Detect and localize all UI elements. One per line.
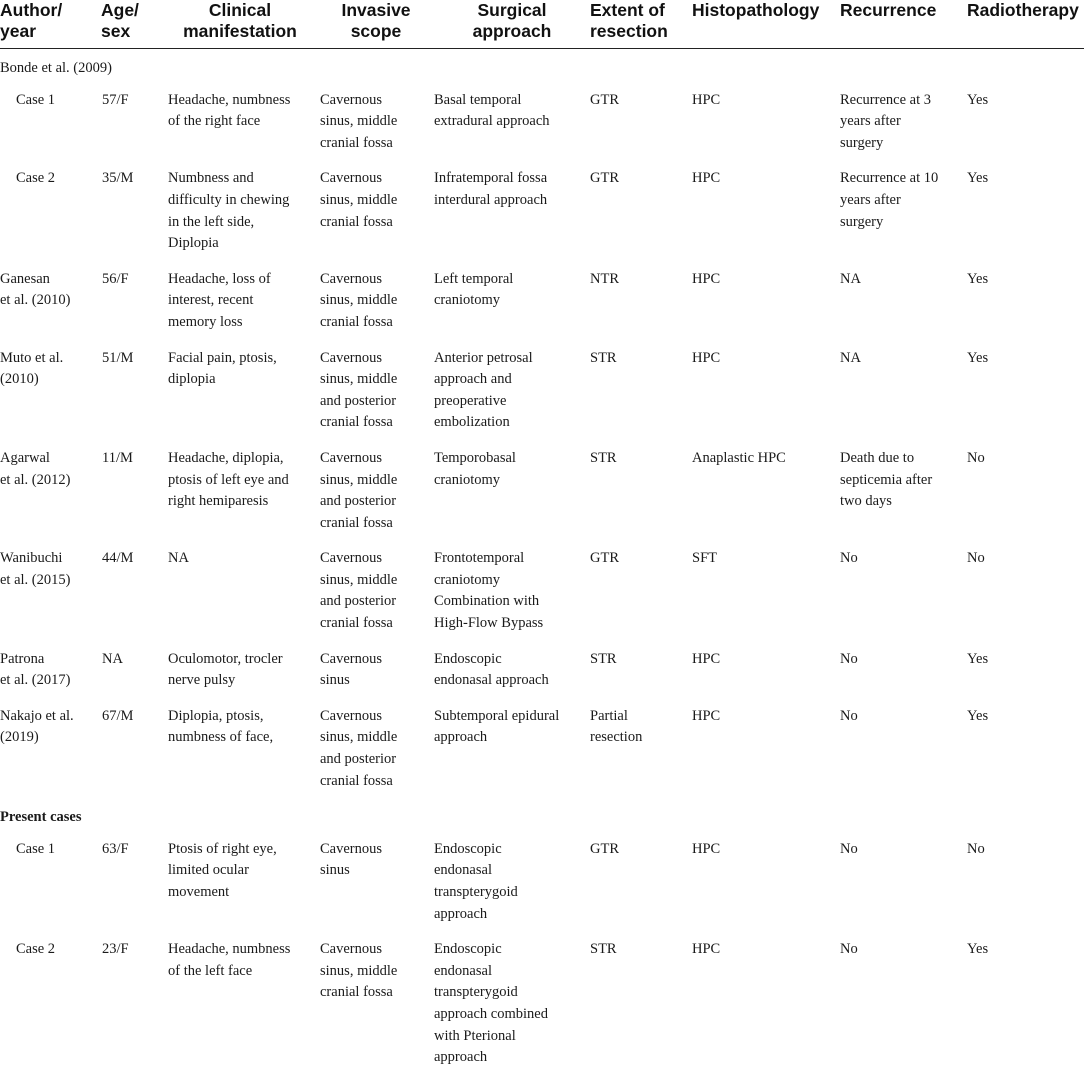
- cell-recurrence: [840, 160, 967, 260]
- cell-surgical: [434, 831, 590, 931]
- cell-line: embolization: [434, 414, 510, 431]
- cell-line: Basal temporal: [434, 91, 522, 108]
- cell-line: Cavernous: [320, 270, 383, 287]
- cell-line: nerve pulsy: [168, 672, 236, 689]
- cell-line: Endoscopic: [434, 650, 502, 667]
- cell-histo: HPC: [692, 270, 721, 287]
- cell-line: Patrona: [0, 650, 45, 667]
- cell-line: GTR: [590, 550, 619, 567]
- cell-line: Anterior petrosal: [434, 349, 533, 366]
- cell-line: cranial fossa: [320, 213, 393, 230]
- cell-line: surgery: [840, 213, 884, 230]
- cell-line: STR: [590, 941, 617, 958]
- cell-recurrence: [840, 82, 967, 161]
- table-row: [0, 641, 1084, 698]
- cell-line: Partial: [590, 707, 628, 724]
- cell-extent: [590, 641, 692, 698]
- cell-clinical: [162, 831, 318, 931]
- cell-age: 35/M: [102, 170, 134, 187]
- cell-line: Headache, loss of: [168, 270, 271, 287]
- cell-radio: No: [967, 550, 985, 567]
- cell-line: STR: [590, 449, 617, 466]
- cell-extent: [590, 340, 692, 440]
- cell-line: No: [840, 840, 858, 857]
- cell-line: Recurrence at 10: [840, 170, 939, 187]
- cell-line: Agarwal: [0, 449, 50, 466]
- cell-invasive: [318, 440, 434, 540]
- cell-surgical: [434, 261, 590, 340]
- cell-line: movement: [168, 884, 230, 900]
- header-clinical-line2: manifestation: [183, 21, 297, 41]
- cell-author: [0, 261, 101, 340]
- cell-line: approach: [434, 1049, 488, 1066]
- cell-clinical: [162, 540, 318, 640]
- cell-author: [0, 160, 101, 260]
- cell-line: et al. (2017): [0, 672, 71, 689]
- cell-line: and posterior: [320, 593, 397, 610]
- header-surgical-line1: Surgical: [477, 0, 547, 20]
- cell-radio: Yes: [967, 270, 989, 287]
- cell-line: ptosis of left eye and: [168, 471, 289, 488]
- cell-line: Wanibuchi: [0, 550, 63, 567]
- cell-line: Death due to: [840, 449, 915, 466]
- cell-line: sinus, middle: [320, 371, 398, 388]
- cell-line: right hemiparesis: [168, 493, 269, 510]
- cell-line: cranial fossa: [320, 514, 393, 531]
- cell-line: Cavernous: [320, 650, 383, 667]
- cell-line: endonasal: [434, 962, 492, 979]
- cell-clinical: [162, 698, 318, 798]
- cell-line: approach combined: [434, 1005, 548, 1022]
- cell-line: Temporobasal: [434, 449, 516, 466]
- cell-line: Oculomotor, trocler: [168, 650, 283, 667]
- cell-invasive: [318, 82, 434, 161]
- cell-line: No: [840, 941, 858, 958]
- cell-line: preoperative: [434, 392, 507, 409]
- cell-line: Ganesan: [0, 270, 50, 287]
- cell-line: and posterior: [320, 392, 397, 409]
- cell-line: interest, recent: [168, 292, 254, 309]
- cell-radio: Yes: [967, 91, 989, 108]
- cell-line: Cavernous: [320, 349, 383, 366]
- table-row: [0, 160, 1084, 260]
- cell-histo: HPC: [692, 941, 721, 958]
- cell-clinical: [162, 340, 318, 440]
- cell-line: No: [840, 707, 858, 724]
- cell-age: 67/M: [102, 707, 134, 724]
- cell-author: [0, 931, 101, 1075]
- cell-extent: [590, 931, 692, 1075]
- cell-line: approach and: [434, 371, 512, 388]
- cell-line: two days: [840, 493, 892, 510]
- cell-clinical: [162, 82, 318, 161]
- header-extent-of-resection: [590, 0, 692, 49]
- cell-surgical: [434, 931, 590, 1075]
- cell-line: NTR: [590, 270, 619, 287]
- cell-line: in the left side,: [168, 213, 255, 230]
- cell-line: endonasal approach: [434, 672, 549, 689]
- cell-line: memory loss: [168, 313, 243, 330]
- table-header: [0, 0, 1084, 49]
- cell-recurrence: [840, 440, 967, 540]
- cell-radio: Yes: [967, 707, 989, 724]
- cell-line: et al. (2012): [0, 471, 71, 488]
- table-row: [0, 698, 1084, 798]
- cell-histo: SFT: [692, 550, 717, 567]
- cell-line: Endoscopic: [434, 840, 502, 857]
- cell-line: Case 1: [16, 91, 56, 108]
- table-row: [0, 82, 1084, 161]
- cell-line: et al. (2010): [0, 292, 71, 309]
- cell-invasive: [318, 931, 434, 1075]
- cell-recurrence: [840, 698, 967, 798]
- cell-invasive: [318, 340, 434, 440]
- cell-line: Cavernous: [320, 449, 383, 466]
- header-surgical-line2: approach: [472, 21, 552, 41]
- cell-line: and posterior: [320, 751, 397, 768]
- cell-line: difficulty in chewing: [168, 191, 290, 208]
- cell-line: sinus, middle: [320, 292, 398, 309]
- table-row: [0, 340, 1084, 440]
- cell-line: Cavernous: [320, 170, 383, 187]
- cell-line: craniotomy: [434, 292, 501, 309]
- header-age-line2: sex: [101, 21, 131, 41]
- cell-line: craniotomy: [434, 471, 501, 488]
- group-row-bonde: [0, 49, 1084, 82]
- cell-author: [0, 340, 101, 440]
- cell-histo: HPC: [692, 840, 721, 857]
- cell-line: Cavernous: [320, 941, 383, 958]
- header-extent-line2: resection: [590, 21, 668, 41]
- header-radiotherapy: Radiotherapy: [967, 0, 1084, 49]
- cell-age: 44/M: [102, 550, 134, 567]
- cell-line: Diplopia: [168, 235, 219, 252]
- cell-age: 63/F: [102, 840, 129, 857]
- header-author-year: [0, 0, 101, 49]
- cell-line: sinus, middle: [320, 962, 398, 979]
- group-label-present: Present cases: [0, 809, 82, 826]
- cell-line: et al. (2015): [0, 571, 71, 588]
- cell-line: of the left face: [168, 962, 253, 979]
- cell-radio: Yes: [967, 941, 989, 958]
- cell-line: STR: [590, 650, 617, 667]
- cell-author: [0, 641, 101, 698]
- header-author-line1: Author/: [0, 0, 63, 20]
- cell-recurrence: [840, 340, 967, 440]
- cell-surgical: [434, 641, 590, 698]
- header-age-sex: [101, 0, 162, 49]
- cell-line: numbness of face,: [168, 729, 274, 746]
- cell-surgical: [434, 698, 590, 798]
- cell-extent: [590, 540, 692, 640]
- cell-invasive: [318, 831, 434, 931]
- cell-histo: HPC: [692, 91, 721, 108]
- cell-histo: HPC: [692, 349, 721, 366]
- cell-age: 51/M: [102, 349, 134, 366]
- cell-clinical: [162, 641, 318, 698]
- header-surgical-approach: [434, 0, 590, 49]
- cell-line: Cavernous: [320, 91, 383, 108]
- cell-line: NA: [840, 270, 861, 287]
- cell-extent: [590, 82, 692, 161]
- cell-radio: Yes: [967, 650, 989, 667]
- cell-age: 56/F: [102, 270, 129, 287]
- cell-line: Cavernous: [320, 550, 383, 567]
- cell-line: sinus, middle: [320, 471, 398, 488]
- cell-line: Infratemporal fossa: [434, 170, 548, 187]
- cell-surgical: [434, 440, 590, 540]
- cell-author: [0, 831, 101, 931]
- cell-age: 11/M: [102, 449, 133, 466]
- cell-line: interdural approach: [434, 191, 548, 208]
- cell-radio: Yes: [967, 349, 989, 366]
- cell-line: Facial pain, ptosis,: [168, 349, 277, 366]
- cell-line: resection: [590, 729, 643, 746]
- cell-line: craniotomy: [434, 571, 501, 588]
- cell-line: Ptosis of right eye,: [168, 840, 277, 857]
- group-label-bonde: Bonde et al. (2009): [0, 60, 112, 76]
- cell-radio: No: [967, 449, 985, 466]
- cell-extent: [590, 831, 692, 931]
- header-invasive-line2: scope: [350, 21, 402, 41]
- header-clinical-manifestation: [162, 0, 318, 49]
- cell-extent: [590, 698, 692, 798]
- table-row: [0, 931, 1084, 1075]
- cell-extent: [590, 160, 692, 260]
- cell-recurrence: [840, 540, 967, 640]
- cell-age: 23/F: [102, 941, 129, 958]
- cell-radio: No: [967, 840, 985, 857]
- cell-age: 57/F: [102, 91, 129, 108]
- cell-line: Left temporal: [434, 270, 514, 287]
- cell-line: sinus, middle: [320, 729, 398, 746]
- cell-line: Headache, numbness: [168, 91, 291, 108]
- cell-age: NA: [102, 650, 123, 667]
- header-extent-line1: Extent of: [590, 0, 665, 20]
- cell-clinical: [162, 440, 318, 540]
- cell-line: GTR: [590, 91, 619, 108]
- cell-author: [0, 540, 101, 640]
- cell-clinical: [162, 261, 318, 340]
- cell-author: [0, 698, 101, 798]
- header-invasive-scope: [318, 0, 434, 49]
- cell-invasive: [318, 698, 434, 798]
- cell-line: sinus: [320, 862, 350, 879]
- cell-line: surgery: [840, 134, 884, 151]
- cell-invasive: [318, 641, 434, 698]
- cell-line: sinus, middle: [320, 191, 398, 208]
- cell-line: High-Flow Bypass: [434, 615, 544, 632]
- group-row-present: [0, 798, 1084, 831]
- cell-line: Recurrence at 3: [840, 91, 931, 108]
- cell-line: sinus, middle: [320, 571, 398, 588]
- cell-invasive: [318, 160, 434, 260]
- cell-line: Diplopia, ptosis,: [168, 707, 264, 724]
- cell-histo: Anaplastic HPC: [692, 449, 786, 466]
- cell-line: GTR: [590, 170, 619, 187]
- cell-line: GTR: [590, 840, 619, 857]
- cell-author: [0, 440, 101, 540]
- cell-line: Cavernous: [320, 707, 383, 724]
- cell-line: transpterygoid: [434, 884, 518, 900]
- cell-line: extradural approach: [434, 113, 550, 130]
- cell-extent: [590, 261, 692, 340]
- header-age-line1: Age/: [101, 0, 139, 20]
- cell-line: cranial fossa: [320, 313, 393, 330]
- cell-invasive: [318, 261, 434, 340]
- cell-line: Case 2: [16, 941, 56, 958]
- cell-line: sinus: [320, 672, 350, 689]
- cell-line: limited ocular: [168, 862, 249, 879]
- cell-line: Case 1: [16, 840, 56, 857]
- cell-line: approach: [434, 905, 488, 922]
- table-row: [0, 831, 1084, 931]
- cell-line: (2019): [0, 729, 39, 746]
- cell-line: endonasal: [434, 862, 492, 879]
- cell-line: cranial fossa: [320, 772, 393, 789]
- cell-line: (2010): [0, 371, 39, 388]
- cell-radio: Yes: [967, 170, 989, 187]
- cell-line: approach: [434, 729, 488, 746]
- cell-line: No: [840, 550, 858, 567]
- cell-line: Nakajo et al.: [0, 707, 74, 724]
- header-invasive-line1: Invasive: [341, 0, 411, 20]
- cell-surgical: [434, 540, 590, 640]
- cell-line: cranial fossa: [320, 984, 393, 1001]
- cell-line: Combination with: [434, 593, 540, 610]
- cell-line: of the right face: [168, 113, 261, 130]
- cell-line: Cavernous: [320, 840, 383, 857]
- cell-line: Headache, numbness: [168, 941, 291, 958]
- cell-author: [0, 82, 101, 161]
- cell-histo: HPC: [692, 170, 721, 187]
- cell-line: diplopia: [168, 371, 216, 388]
- table-row: [0, 440, 1084, 540]
- cell-line: years after: [840, 113, 901, 130]
- cell-line: NA: [840, 349, 861, 366]
- cell-line: septicemia after: [840, 471, 933, 488]
- cell-line: Muto et al.: [0, 349, 64, 366]
- cell-line: Headache, diplopia,: [168, 449, 284, 466]
- table-row: [0, 540, 1084, 640]
- cell-line: STR: [590, 349, 617, 366]
- cell-line: Endoscopic: [434, 941, 502, 958]
- cell-line: Subtemporal epidural: [434, 707, 560, 724]
- header-recurrence: Recurrence: [840, 0, 967, 49]
- header-clinical-line1: Clinical: [208, 0, 272, 20]
- cell-histo: HPC: [692, 707, 721, 724]
- cell-recurrence: [840, 931, 967, 1075]
- cell-recurrence: [840, 641, 967, 698]
- cell-line: with Pterional: [434, 1027, 516, 1044]
- cell-line: and posterior: [320, 493, 397, 510]
- cell-line: Numbness and: [168, 170, 254, 187]
- cell-surgical: [434, 340, 590, 440]
- table-body: [0, 49, 1084, 1075]
- cell-line: Frontotemporal: [434, 550, 525, 567]
- cell-line: cranial fossa: [320, 414, 393, 431]
- cell-clinical: [162, 160, 318, 260]
- cell-line: NA: [168, 550, 189, 567]
- cell-surgical: [434, 82, 590, 161]
- cell-line: transpterygoid: [434, 984, 518, 1001]
- cell-extent: [590, 440, 692, 540]
- cell-line: sinus, middle: [320, 113, 398, 130]
- cell-line: cranial fossa: [320, 615, 393, 632]
- cell-surgical: [434, 160, 590, 260]
- cell-recurrence: [840, 831, 967, 931]
- header-histopathology: Histopathology: [692, 0, 840, 49]
- cell-invasive: [318, 540, 434, 640]
- cell-line: Case 2: [16, 170, 56, 187]
- cell-histo: HPC: [692, 650, 721, 667]
- cell-recurrence: [840, 261, 967, 340]
- cell-clinical: [162, 931, 318, 1075]
- header-author-line2: year: [0, 21, 37, 41]
- cell-line: cranial fossa: [320, 134, 393, 151]
- cell-line: years after: [840, 191, 901, 208]
- cell-line: No: [840, 650, 858, 667]
- table-row: [0, 261, 1084, 340]
